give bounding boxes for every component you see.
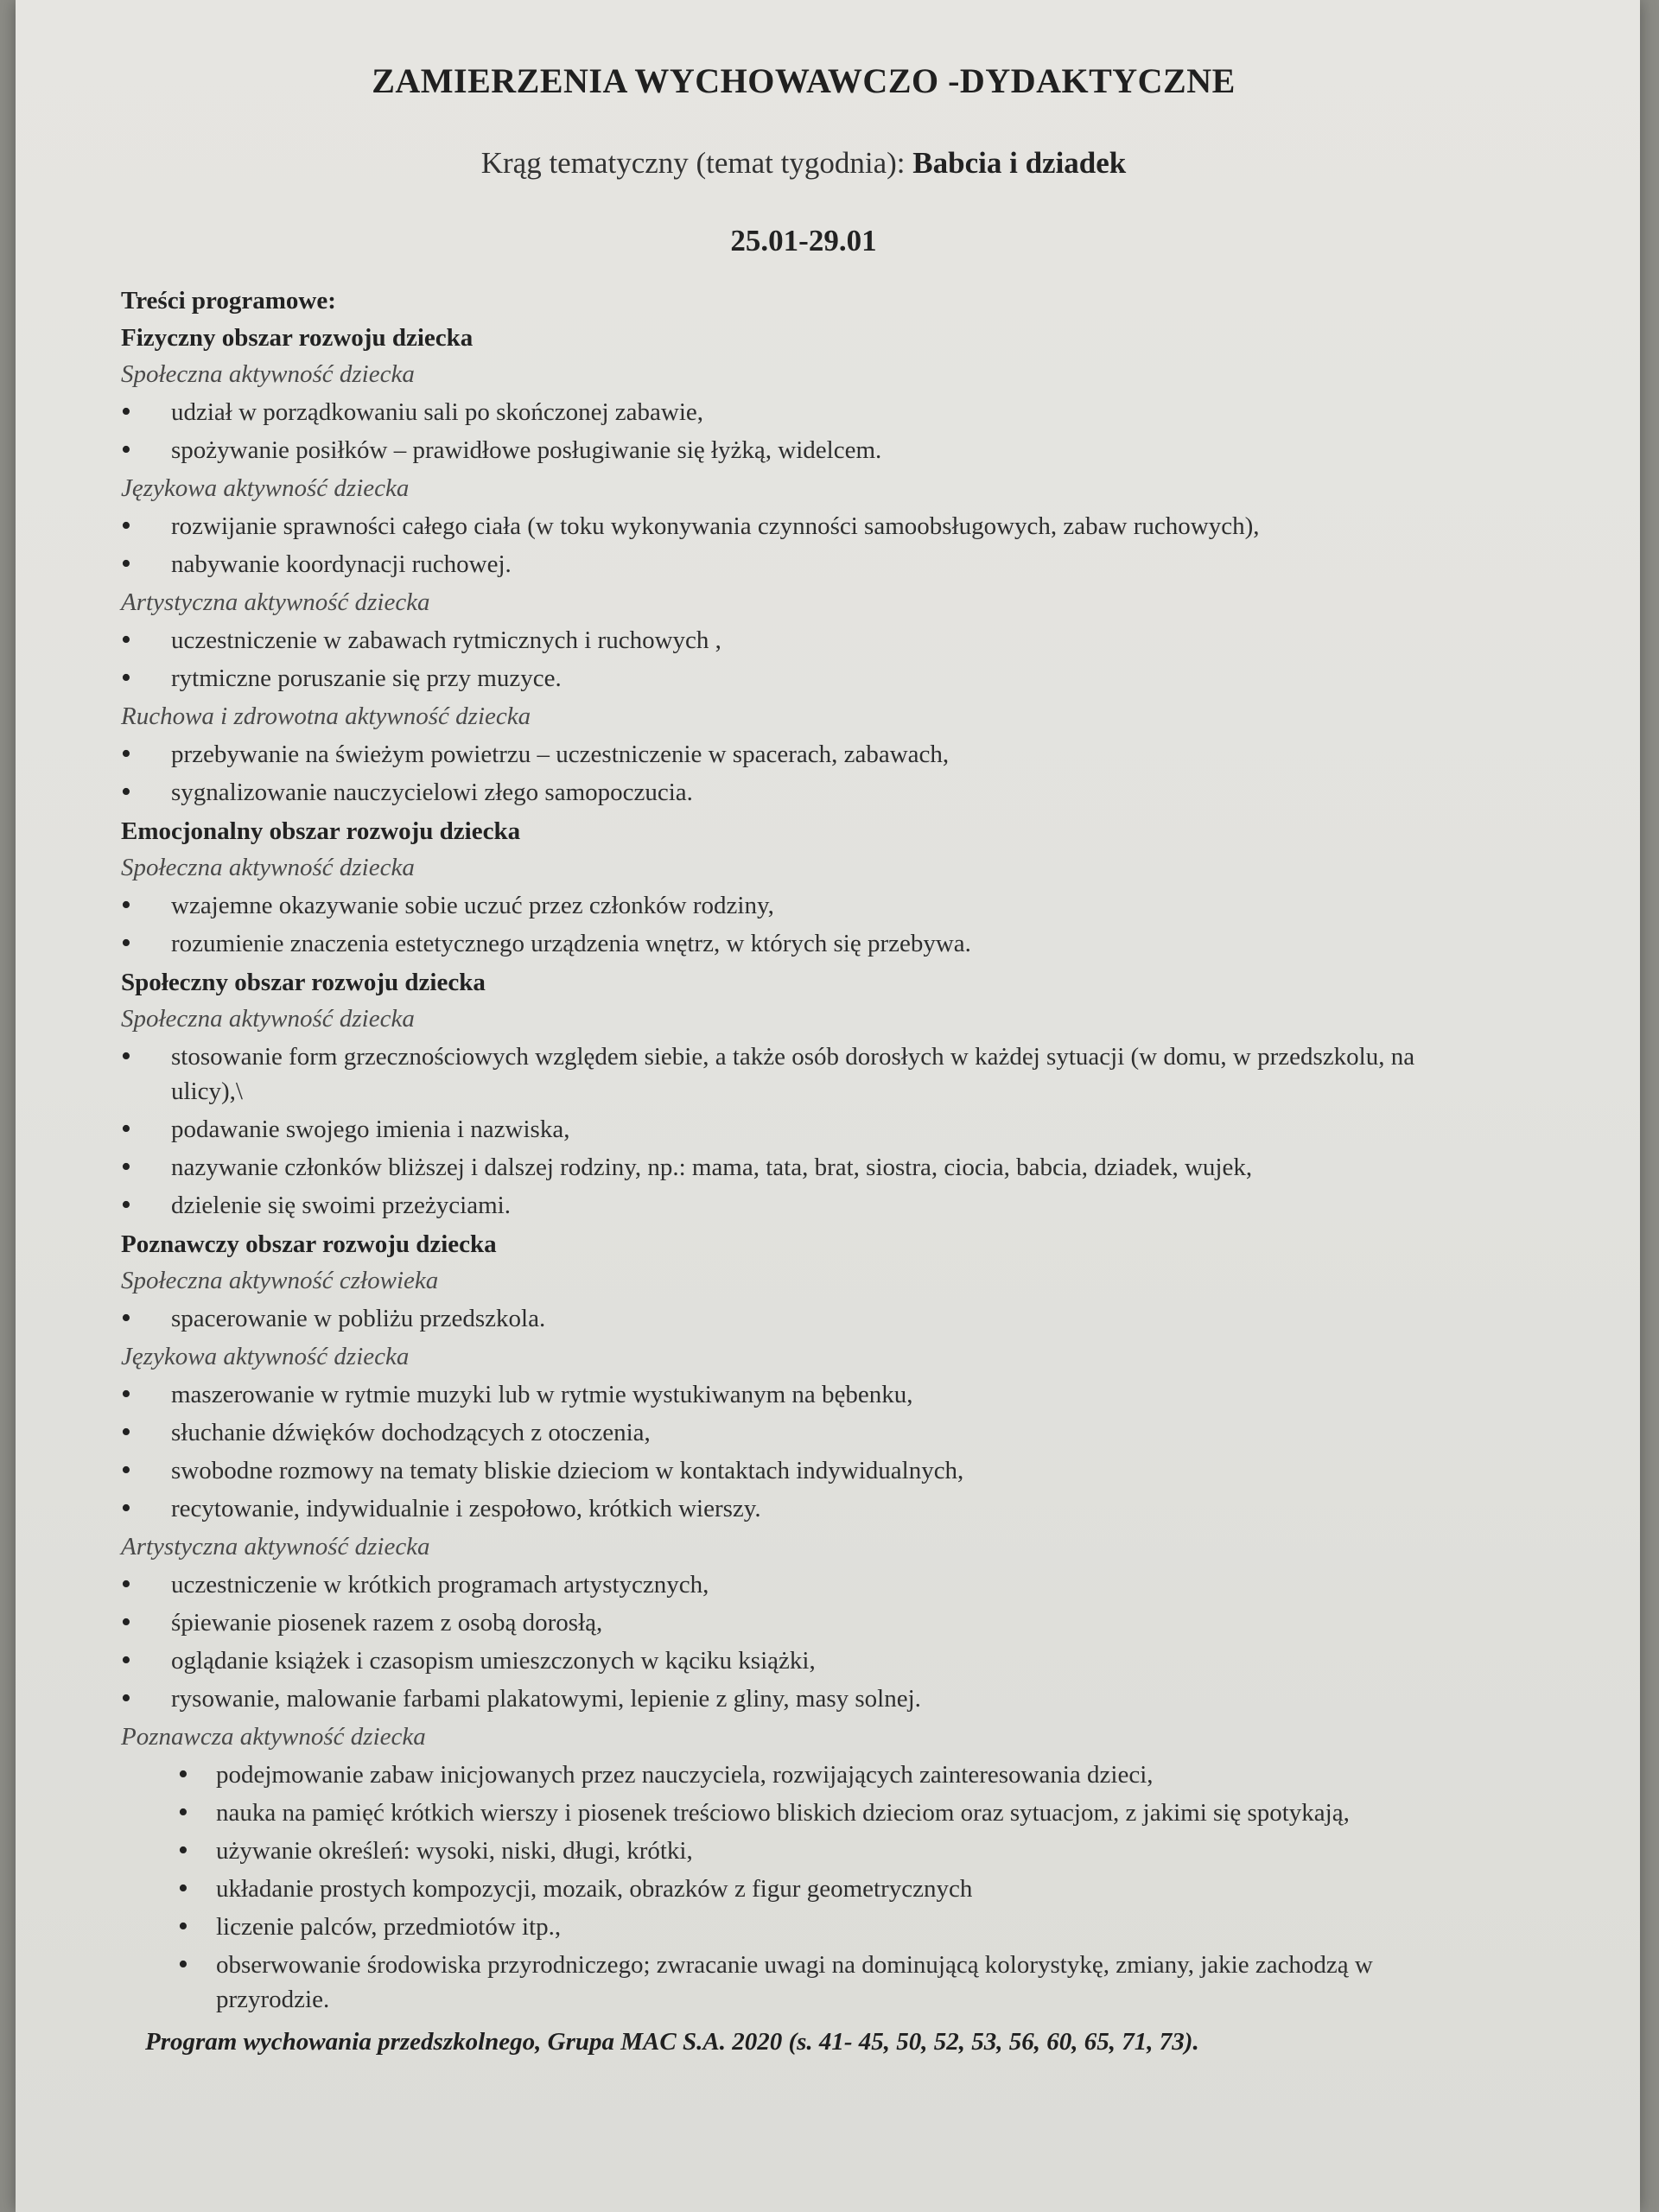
- list-item: • recytowanie, indywidualnie i zespołowo, krótkich wierszy.: [121, 1491, 1486, 1526]
- bullet-list: [121, 1039, 1486, 1223]
- paper-sheet: [16, 0, 1640, 2212]
- list-item: • uczestniczenie w zabawach rytmicznych i ruchowych ,: [121, 623, 1486, 658]
- list-item: • stosowanie form grzecznościowych względem siebie, a także osób dorosłych w każdej sytuacji (w domu, w przedszkolu, na ulicy),\: [121, 1039, 1486, 1109]
- list-item: • nauka na pamięć krótkich wierszy i piosenek treściowo bliskich dzieciom oraz sytuacjom, z jakimi się spotykają,: [121, 1796, 1486, 1830]
- theme-label: Krąg tematyczny (temat tygodnia):: [480, 146, 913, 180]
- area-title: Poznawczy obszar rozwoju dziecka: [121, 1230, 497, 1258]
- list-item: • swobodne rozmowy na tematy bliskie dzieciom w kontaktach indywidualnych,: [121, 1453, 1486, 1488]
- bullet-list: [121, 623, 1486, 696]
- list-item: • udział w porządkowaniu sali po skończonej zabawie,: [121, 395, 1486, 429]
- area-section: [121, 1226, 1486, 2017]
- area-section: [121, 964, 1486, 1223]
- activity-heading: Językowa aktywność dziecka: [121, 474, 410, 502]
- area-title: Emocjonalny obszar rozwoju dziecka: [121, 817, 521, 845]
- bullet-list: [121, 737, 1486, 810]
- list-item: • liczenie palców, przedmiotów itp.,: [121, 1910, 1486, 1944]
- theme-line: [121, 146, 1486, 181]
- list-item: • podawanie swojego imienia i nazwiska,: [121, 1112, 1486, 1147]
- bullet-list: [121, 1301, 1486, 1336]
- area-title: Społeczny obszar rozwoju dziecka: [121, 969, 486, 996]
- development-areas: [121, 320, 1486, 2017]
- bullet-list: [121, 1377, 1486, 1526]
- theme-value: Babcia i dziadek: [912, 146, 1127, 180]
- list-item: • rozumienie znaczenia estetycznego urządzenia wnętrz, w których się przebywa.: [121, 926, 1486, 961]
- list-item: • spacerowanie w pobliżu przedszkola.: [121, 1301, 1486, 1336]
- list-item: • rysowanie, malowanie farbami plakatowymi, lepienie z gliny, masy solnej.: [121, 1681, 1486, 1716]
- bullet-list: [121, 1758, 1486, 2017]
- activity-heading: Językowa aktywność dziecka: [121, 1343, 410, 1370]
- activity-heading: Artystyczna aktywność dziecka: [121, 588, 430, 616]
- document-body: [121, 283, 1486, 2061]
- list-item: • oglądanie książek i czasopism umieszczonych w kąciku książki,: [121, 1643, 1486, 1678]
- list-item: • spożywanie posiłków – prawidłowe posługiwanie się łyżką, widelcem.: [121, 433, 1486, 467]
- list-item: • słuchanie dźwięków dochodzących z otoczenia,: [121, 1415, 1486, 1450]
- document-content: [121, 52, 1486, 2061]
- list-item: • wzajemne okazywanie sobie uczuć przez członków rodziny,: [121, 888, 1486, 923]
- list-item: • maszerowanie w rytmie muzyki lub w rytmie wystukiwanym na bębenku,: [121, 1377, 1486, 1412]
- activity-heading: Społeczna aktywność dziecka: [121, 1005, 415, 1033]
- area-section: [121, 320, 1486, 810]
- area-section: [121, 813, 1486, 961]
- list-item: • śpiewanie piosenek razem z osobą dorosłą,: [121, 1605, 1486, 1640]
- list-item: • nazywanie członków bliższej i dalszej rodziny, np.: mama, tata, brat, siostra, ciocia, babcia, dziadek, wujek,: [121, 1150, 1486, 1185]
- document-title: ZAMIERZENIA WYCHOWAWCZO -DYDAKTYCZNE: [372, 61, 1236, 100]
- activity-heading: Artystyczna aktywność dziecka: [121, 1533, 430, 1560]
- list-item: • uczestniczenie w krótkich programach artystycznych,: [121, 1567, 1486, 1602]
- list-item: • sygnalizowanie nauczycielowi złego samopoczucia.: [121, 775, 1486, 810]
- activity-heading: Społeczna aktywność dziecka: [121, 360, 415, 388]
- program-content-label: Treści programowe:: [121, 287, 336, 315]
- bullet-list: [121, 888, 1486, 961]
- activity-heading: Poznawcza aktywność dziecka: [121, 1723, 426, 1751]
- activity-heading: Ruchowa i zdrowotna aktywność dziecka: [121, 702, 531, 730]
- list-item: • układanie prostych kompozycji, mozaik, obrazków z figur geometrycznych: [121, 1872, 1486, 1906]
- list-item: • podejmowanie zabaw inicjowanych przez nauczyciela, rozwijających zainteresowania dzieci,: [121, 1758, 1486, 1792]
- list-item: • rytmiczne poruszanie się przy muzyce.: [121, 661, 1486, 696]
- list-item: • dzielenie się swoimi przeżyciami.: [121, 1188, 1486, 1223]
- bullet-list: [121, 1567, 1486, 1716]
- area-title: Fizyczny obszar rozwoju dziecka: [121, 324, 474, 352]
- activity-heading: Społeczna aktywność dziecka: [121, 854, 415, 881]
- list-item: • używanie określeń: wysoki, niski, długi, krótki,: [121, 1834, 1486, 1868]
- activity-heading: Społeczna aktywność człowieka: [121, 1267, 439, 1294]
- bullet-list: [121, 509, 1486, 582]
- list-item: • nabywanie koordynacji ruchowej.: [121, 547, 1486, 582]
- list-item: • przebywanie na świeżym powietrzu – uczestniczenie w spacerach, zabawach,: [121, 737, 1486, 772]
- bullet-list: [121, 395, 1486, 467]
- list-item: • rozwijanie sprawności całego ciała (w toku wykonywania czynności samoobsługowych, zabaw ruchowych),: [121, 509, 1486, 543]
- program-reference: Program wychowania przedszkolnego, Grupa MAC S.A. 2020 (s. 41- 45, 50, 52, 53, 56, 60, 65, 71, 73).: [145, 2028, 1199, 2056]
- list-item: • obserwowanie środowiska przyrodniczego; zwracanie uwagi na dominującą kolorystykę, zmiany, jakie zachodzą w przyrodzie.: [121, 1948, 1486, 2017]
- date-range: 25.01-29.01: [730, 224, 877, 257]
